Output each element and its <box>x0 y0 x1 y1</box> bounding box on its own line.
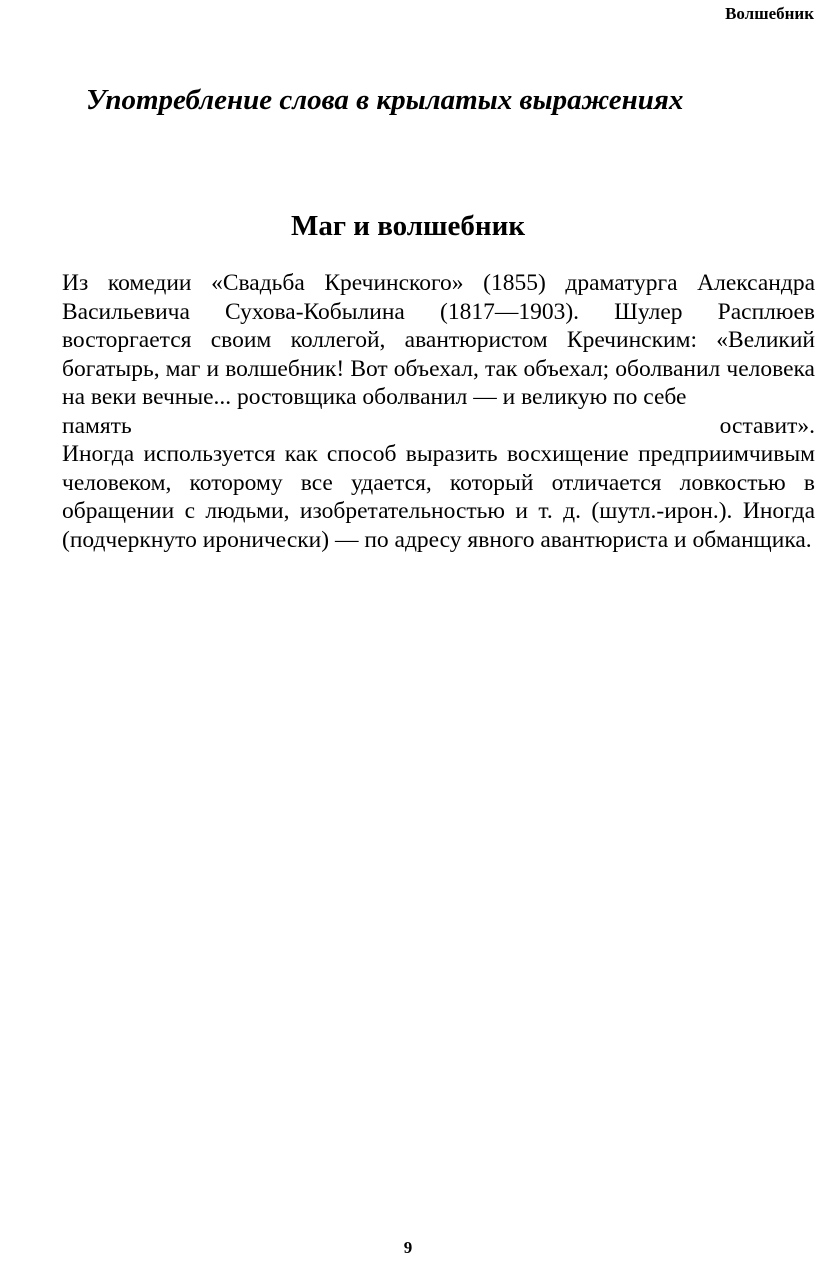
paragraph-1-last-word-left: память <box>62 412 132 439</box>
paragraph-1-text: Из комедии «Свадьба Кречинского» (1855) драматурга Александра Васильевича Сухова-Кобылина (1817—1903). Шулер Расплюев восторгается своим коллегой, авантюристом Кречинским: «Великий богатырь, маг и волшебник! Вот объехал, так объехал; оболванил человека на веки вечные... ростовщика оболванил — и великую по себе <box>62 270 815 410</box>
section-title: Употребление слова в крылатых выражениях <box>86 84 684 116</box>
paragraph-1-last-line <box>62 412 815 441</box>
paragraph-1 <box>62 269 815 412</box>
article-title: Маг и волшебник <box>290 210 526 242</box>
running-header: Волшебник <box>725 4 814 23</box>
article-body <box>62 269 815 554</box>
page-number: 9 <box>403 1238 413 1257</box>
paragraph-1-last-word-right: оставит». <box>719 412 815 439</box>
paragraph-2: Иногда используется как способ выразить восхищение предприимчивым человеком, которому все удается, который отличается ловкостью в обращении с людьми, изобретательностью и т. д. (шутл.-ирон.). Иногда (подчеркнуто иронически) — по адресу явного авантюриста и обманщика. <box>62 441 815 553</box>
